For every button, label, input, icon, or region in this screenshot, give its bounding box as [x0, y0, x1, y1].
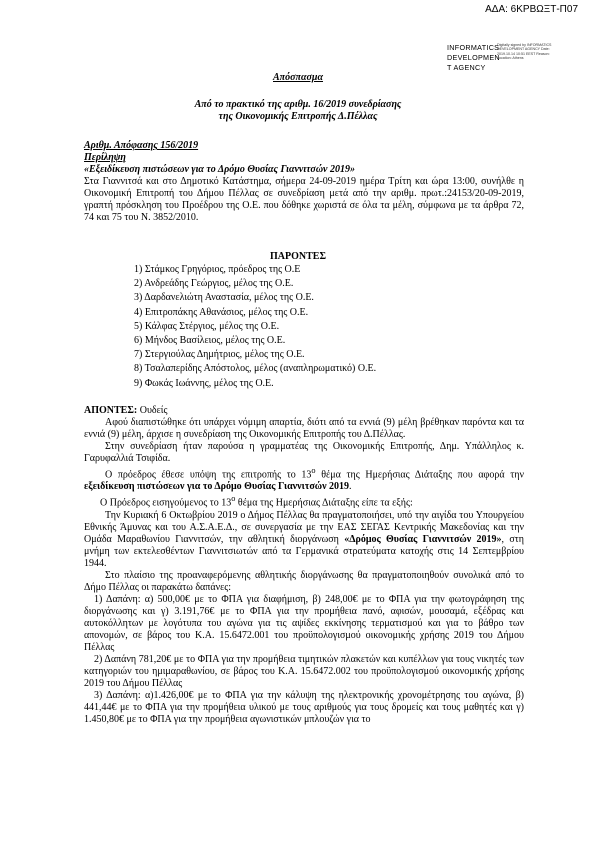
absent-label: ΑΠΟΝΤΕΣ:	[84, 405, 138, 416]
cost-item-2: 2) Δαπάνη 781,20€ με το ΦΠΑ για την προμήθεια τιμητικών πλακετών και κυπέλλων για τους νικητές των κατηγοριών του ημιμαραθωνίου, σε βάρος του Κ.Α. 15.6472.002 του προϋπολογισμού οικονομικής χρήσης 2019 του Δήμου Πέλλας	[84, 653, 524, 689]
member-item: 8) Τσαλαπερίδης Απόστολος, μέλος (αναπληρωματικό) Ο.Ε.	[134, 363, 377, 375]
event-text: Την Κυριακή 6 Οκτωβρίου 2019 ο Δήμος Πέλλας θα πραγματοποιήσει, υπό την αιγίδα του Υπουργείου Εθνικής Άμυνας και του Α.Σ.Α.Ε.Δ., σε συνεργασία με την ΕΑΣ ΣΕΓΑΣ Κεντρικής Μακεδονίας και την Ομάδα Μαραθωνίου Γιαννιτσών, την αθλητική διοργάνωση	[84, 509, 524, 545]
intro-paragraph: Στα Γιαννιτσά και στο Δημοτικό Κατάστημα, σήμερα 24-09-2019 ημέρα Τρίτη και ώρα 13:00, συνήλθε η Οικονομική Επιτροπή του Δήμου Πέλλας σε συνεδρίαση μετά από την αριθμ. πρωτ.:24153/20-09-2019, γραπτή πρόσκληση του Προέδρου της Ο.Ε. που δόθηκε χωριστά σε όλα τα μέλη, σύμφωνα με τα άρθρα 72, 74 και 75 του Ν. 3852/2010.	[84, 176, 524, 223]
rapporteur-text: Ο Πρόεδρος εισηγούμενος το 13	[100, 497, 232, 509]
member-item: 4) Επιτροπάκης Αθανάσιος, μέλος της Ο.Ε.	[134, 306, 309, 318]
cost-item-1: 1) Δαπάνη: α) 500,00€ με το ΦΠΑ για διαφήμιση, β) 248,00€ με το ΦΠΑ για την φωτογράφηση της διοργάνωσης και γ) 3.191,76€ με το ΦΠΑ για την προμήθεια πανό, αφισών, μουσαμά, εξέδρας και αυτοκόλλητων με λογότυπα του αγώνα για τις αψίδες εκκίνησης τερματισμού και για το βάθρο των απονομών, σε βάρος του Κ.Α. 15.6472.001 του προϋπολογισμού οικονομικής χρήσης 2019 του Δήμου Πέλλας	[84, 593, 524, 653]
member-item: 2) Ανδρεάδης Γεώργιος, μέλος της Ο.Ε.	[134, 278, 294, 290]
president-text: Ο πρόεδρος έθεσε υπόψη της επιτροπής το 13	[105, 469, 312, 481]
rapporteur-text: θέμα της Ημερήσιας Διάταξης είπε τα εξής:	[235, 497, 413, 509]
member-item: 9) Φωκάς Ιωάννης, μέλος της Ο.Ε.	[134, 377, 274, 389]
ada-code: ΑΔΑ: 6ΚΡΒΩΞΤ-Π07	[485, 4, 578, 15]
present-heading: ΠΑΡΟΝΤΕΣ	[270, 251, 326, 262]
member-item: 5) Κάλφας Στέργιος, μέλος της Ο.Ε.	[134, 320, 280, 332]
document-title: Απόσπασμα	[273, 72, 323, 83]
cost-item-3: 3) Δαπάνη: α)1.426,00€ με το ΦΠΑ για την κάλυψη της ηλεκτρονικής χρονομέτρησης του αγώνα, β) 441,44€ με το ΦΠΑ για την προμήθεια υλικού με τους αριθμούς για τους δρομείς και τους μαθητές και γ) 1.450,80€ με το ΦΠΑ για την προμήθεια αγωνιστικών μπλουζών για το	[84, 689, 524, 725]
event-text: , στη μνήμη των εκτελεσθέντων Γιαννιτσιωτών από τα Γερμανικά στρατεύματα κατοχής στις 14 Σεπτεμβρίου 1944.	[84, 533, 524, 569]
heading-line-2: της Οικονομικής Επιτροπής Δ.Πέλλας	[218, 111, 378, 122]
member-item: 7) Στεργιούλας Δημήτριος, μέλος της Ο.Ε.	[134, 349, 305, 361]
summary-label: Περίληψη	[84, 152, 126, 163]
frame-paragraph: Στο πλαίσιο της προαναφερόμενης αθλητικής διοργάνωσης θα πραγματοποιηθούν συνολικά από το Δήμο Πέλλας οι παρακάτω δαπάνες:	[84, 569, 524, 593]
rapporteur-paragraph	[84, 493, 524, 509]
member-item: 3) Δαρδανελιώτη Αναστασία, μέλος της Ο.Ε.	[134, 292, 314, 304]
heading-line-1: Από το πρακτικό της αριθμ. 16/2019 συνεδρίασης	[194, 99, 402, 110]
member-item: 1) Στάμκος Γρηγόριος, πρόεδρος της Ο.Ε	[134, 264, 301, 275]
absent-value: Ουδείς	[137, 405, 168, 416]
absent-line	[84, 405, 167, 416]
digital-signature-text: Digitally signed by INFORMATICS DEVELOPMENT AGENCY Date: 2019.10.14 10:51 EEST Reason: Location: Athens	[497, 43, 552, 60]
president-bold-subject: εξειδίκευση πιστώσεων για το Δρόμο Θυσίας Γιαννιτσών 2019	[84, 481, 350, 493]
logo-text: INFORMATICS DEVELOPMEN T AGENCY	[447, 43, 500, 72]
decision-body	[84, 417, 524, 726]
superscript: ο	[311, 466, 316, 475]
present-members-list	[134, 263, 376, 391]
secretary-paragraph: Στην συνεδρίαση ήταν παρούσα η γραμματέας της Οικονομικής Επιτροπής, Δημ. Υπάλληλος κ. Γαρυφαλλιά Τσιφίδα.	[84, 441, 524, 464]
subject-line: «Εξειδίκευση πιστώσεων για το Δρόμο Θυσίας Γιαννιτσών 2019»	[84, 164, 355, 175]
event-bold-name: «Δρόμος Θυσίας Γιαννιτσών 2019»	[344, 533, 502, 545]
president-text: .	[349, 481, 352, 493]
quorum-paragraph: Αφού διαπιστώθηκε ότι υπάρχει νόμιμη απαρτία, διότι από τα εννιά (9) μέλη βρέθηκαν παρόντα και τα εννιά (9) μέλη, άρχισε η συνεδρίαση της Οικονομικής Επιτροπής του Δ.Πέλλας.	[84, 417, 524, 440]
member-item: 6) Μήνδος Βασίλειος, μέλος της Ο.Ε.	[134, 335, 286, 347]
event-paragraph	[84, 510, 524, 570]
president-paragraph	[84, 465, 524, 493]
president-text: θέμα της Ημερήσιας Διάταξης που αφορά την	[315, 469, 524, 481]
decision-number: Αριθμ. Απόφασης 156/2019	[84, 140, 199, 151]
superscript: ο	[231, 494, 236, 504]
